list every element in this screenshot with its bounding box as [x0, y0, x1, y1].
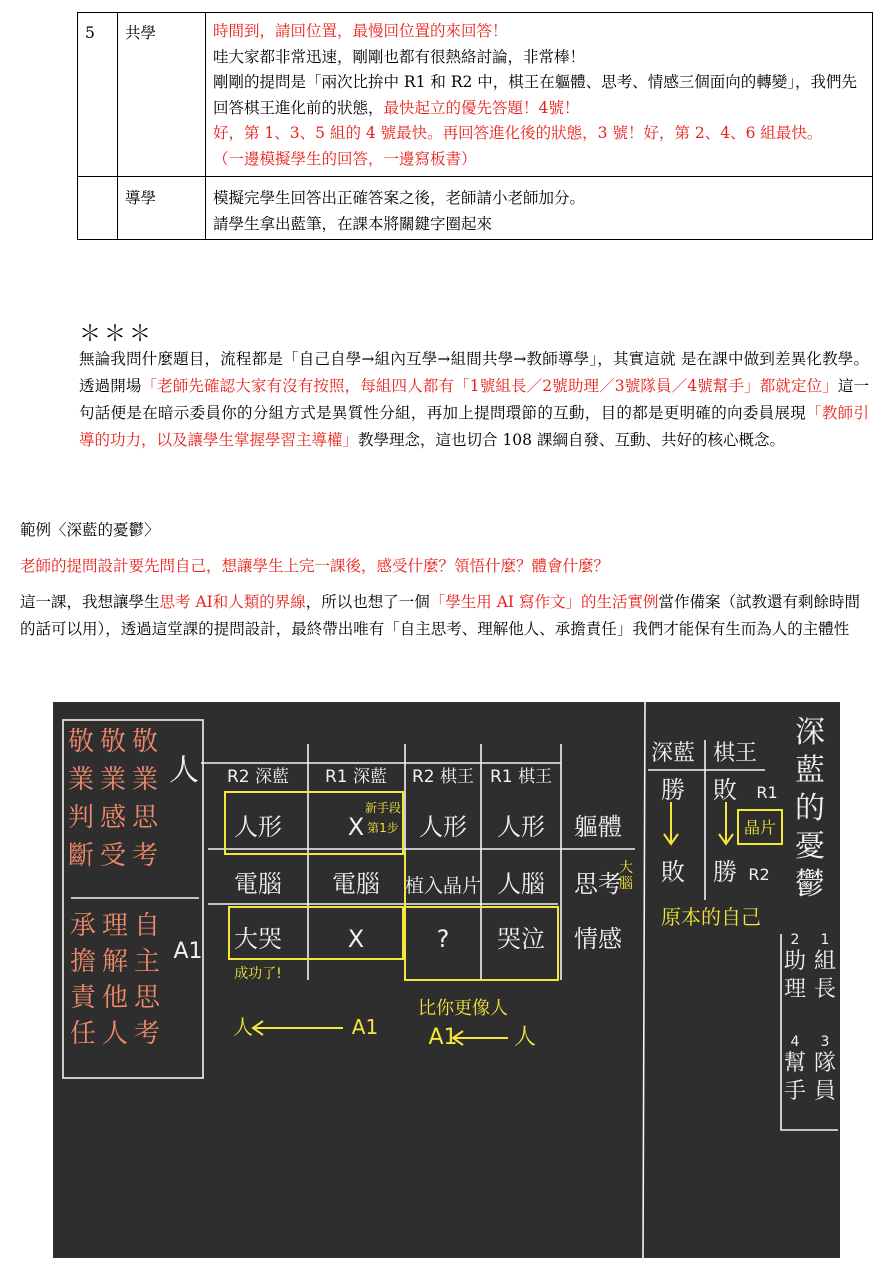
stage-content: [206, 177, 873, 240]
score-cell: 勝: [713, 858, 737, 886]
content-line: [213, 147, 865, 173]
content-line: [213, 121, 865, 147]
chalk-note: 新手段: [364, 801, 402, 815]
chalk-note: 原本的自己: [661, 905, 761, 929]
blackboard-drawing: [53, 702, 840, 1258]
content-line: [213, 70, 865, 121]
chalk-note: 第1步: [367, 821, 399, 835]
reflection-text: 教學理念，這也切合 108 課綱自發、互動、共好的核心概念。: [358, 431, 785, 449]
table-cell: 人形: [234, 813, 282, 841]
vertical-title: 藍: [795, 753, 825, 788]
score-cell: 敗: [661, 858, 685, 886]
table-cell: 大哭: [234, 925, 282, 953]
body-text: ，所以也想了一個: [305, 593, 430, 611]
reflection-highlight: 「老師先確認大家有沒有按照，每組四人都有「1號組長／2號助理／3號隊員／4號幫手」都就定位」: [141, 377, 838, 395]
example-question: 老師的提問設計要先問自己，想讓學生上完一課後，感受什麼？領悟什麼？體會什麼？: [20, 557, 610, 575]
table-cell: 哭泣: [497, 925, 545, 953]
chalk-vertical-phrase: 責: [69, 983, 97, 1013]
table-cell: 電腦: [234, 870, 282, 898]
role-name: 理: [783, 977, 807, 1002]
table-cell: X: [347, 925, 365, 953]
body-highlight: 思考 AI和人類的界線: [159, 593, 306, 611]
row-label: 軀體: [574, 813, 622, 841]
content-text: 剛剛的提問是「兩次比拚中 R1 和 R2 中，棋王在軀體、思考、情感三個面向的轉變」，我們先回答棋王進化前的狀態，: [213, 73, 858, 117]
chalk-vertical-phrase: 理: [101, 911, 129, 941]
reflection-highlight: 「教師引導的功力，以及讓學生掌握學習主導權」: [79, 404, 869, 449]
chalk-vertical-phrase: 思: [133, 983, 161, 1013]
chalk-note: 大: [619, 860, 633, 876]
body-highlight: 「學生用 AI 寫作文」的生活實例: [429, 593, 659, 611]
blackboard-text: [68, 715, 836, 1104]
chalk-vertical-phrase: 考: [133, 1019, 161, 1049]
table-header: R2 棋王: [411, 767, 475, 787]
role-number: 1: [820, 932, 830, 948]
content-text: 時間到，請回位置，最慢回位置的來回答！: [213, 22, 508, 40]
chalk-vertical-phrase: 人: [101, 1019, 129, 1049]
chalk-vertical-phrase: 敬: [131, 727, 159, 757]
table-cell: ?: [436, 925, 450, 953]
chalk-vertical-phrase: 主: [133, 947, 161, 977]
role-number: 3: [820, 1034, 830, 1050]
chalk-vertical-phrase: 思: [131, 803, 159, 833]
score-round: R1: [756, 783, 778, 802]
content-text: 模擬完學生回答出正確答案之後，老師請小老師加分。: [213, 189, 586, 207]
vertical-title: 的: [795, 791, 825, 826]
table-header: R2 深藍: [226, 767, 290, 787]
chalk-vertical-phrase: 解: [101, 947, 129, 977]
section-separator: ＊＊＊: [79, 322, 155, 347]
chalk-vertical-phrase: 斷: [67, 841, 95, 871]
row-label: 情感: [574, 925, 622, 953]
content-line: [213, 19, 865, 45]
row-label: 思考: [574, 870, 622, 898]
role-name: 助: [783, 949, 807, 974]
chalk-vertical-phrase: 業: [99, 765, 127, 795]
chalk-note: 成功了!: [234, 966, 282, 982]
table-cell: X: [347, 813, 365, 841]
role-number: 4: [790, 1034, 800, 1050]
chalk-vertical-phrase: 受: [99, 841, 127, 871]
vertical-title: 深: [795, 715, 825, 750]
table-row: [78, 177, 873, 240]
content-text: （一邊模擬學生的回答，一邊寫板書）: [213, 149, 477, 168]
role-name: 組: [813, 949, 837, 974]
reflection-paragraph: [79, 346, 869, 454]
chalk-vertical-phrase: 感: [99, 803, 127, 833]
stage-content: [206, 13, 873, 177]
body-text: 這一課，我想讓學生: [20, 593, 160, 611]
board-divider: [643, 702, 645, 1258]
chalk-label: 人: [169, 753, 199, 788]
score-round: R2: [748, 865, 770, 884]
role-name: 隊: [813, 1051, 837, 1076]
chalk-vertical-phrase: 自: [133, 911, 161, 941]
table-cell: 人形: [419, 813, 467, 841]
chalk-vertical-phrase: 他: [101, 983, 129, 1013]
chalk-note: 腦: [619, 876, 633, 892]
table-cell: 植入晶片: [404, 875, 482, 897]
chalk-vertical-phrase: 判: [67, 803, 95, 833]
content-text: 哇大家都非常迅速，剛剛也都有很熱絡討論，非常棒！: [213, 47, 586, 66]
score-cell: 敗: [713, 776, 737, 804]
arrow-label: 人: [233, 1015, 253, 1039]
role-name: 長: [813, 977, 837, 1002]
vertical-title: 憂: [795, 829, 825, 864]
table-cell: 人形: [497, 813, 545, 841]
content-line: [213, 45, 865, 71]
role-name: 手: [783, 1079, 807, 1104]
chalk-vertical-phrase: 擔: [69, 947, 97, 977]
body-text: 當作備案（試教還有剩餘時間的話可以用），透過這堂課的提問設計，最終帶出唯有「自主思考、理解他人、承擔責任」我們才能保有生而為人的主體性: [20, 593, 860, 638]
chalk-vertical-phrase: 考: [131, 841, 159, 871]
chalk-vertical-phrase: 敬: [99, 727, 127, 757]
table-header: R1 棋王: [489, 767, 553, 787]
table-header: R1 深藍: [324, 767, 388, 787]
chalk-label: A1: [173, 939, 203, 964]
content-line: [213, 212, 865, 238]
arrow-label: 人: [513, 1025, 537, 1050]
score-cell: 勝: [661, 776, 685, 804]
step-number: 5: [78, 13, 118, 177]
lesson-plan-table: [77, 12, 873, 240]
content-text: 最快起立的優先答題！4號！: [383, 98, 580, 117]
table-cell: 人腦: [497, 870, 545, 898]
arrow-label: A1: [428, 1025, 458, 1050]
role-number: 2: [790, 932, 800, 948]
score-header: 棋王: [712, 741, 758, 766]
circled-word: 晶片: [743, 818, 777, 837]
vertical-title: 鬱: [795, 867, 825, 902]
content-line: [213, 186, 865, 212]
chalk-note: 比你更像人: [418, 998, 508, 1019]
chalk-vertical-phrase: 承: [69, 911, 97, 941]
chalk-vertical-phrase: 任: [69, 1019, 97, 1049]
role-name: 員: [813, 1079, 837, 1104]
table-row: [78, 13, 873, 177]
table-cell: 電腦: [332, 870, 380, 898]
chalk-vertical-phrase: 業: [67, 765, 95, 795]
reflection-text: 這一句話便是在暗示委員你的分組方式是異質性分組，再加上提問環節的互動，目的都是更明確的向委員展現: [79, 377, 869, 422]
chalk-vertical-phrase: 敬: [67, 727, 95, 757]
role-name: 幫: [783, 1051, 807, 1076]
reflection-text: 無論我問什麼題目，流程都是「自己自學→組內互學→組間共學→教師導學」，其實這就 是在課中做到差異化教學。透過開場: [79, 350, 869, 395]
content-text: 好，第 1、3、5 組的 4 號最快。再回答進化後的狀態，3 號！好，第 2、4、6 組最快。: [213, 124, 823, 142]
stage-label: 共學: [118, 13, 206, 177]
stage-label: 導學: [118, 177, 206, 240]
content-text: 請學生拿出藍筆，在課本將關鍵字圈起來: [213, 214, 493, 233]
chalk-vertical-phrase: 業: [131, 765, 159, 795]
blackboard-photo: [53, 702, 840, 1258]
step-number: [78, 177, 118, 240]
score-header: 深藍: [650, 741, 696, 766]
example-body: [20, 589, 868, 643]
example-title: 範例〈深藍的憂鬱〉: [20, 521, 160, 539]
arrow-label: A1: [351, 1015, 379, 1039]
